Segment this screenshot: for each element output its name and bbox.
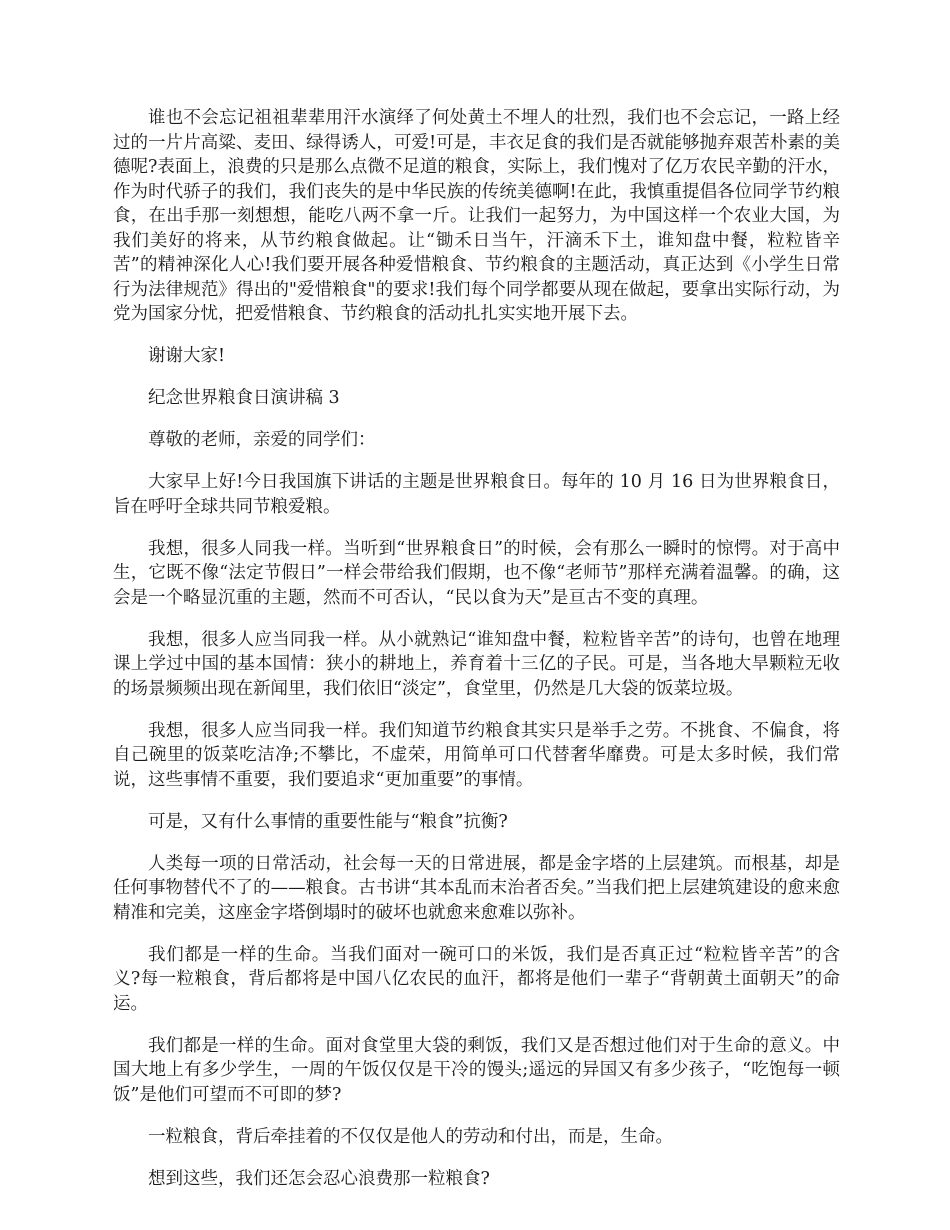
paragraph-closing: 想到这些，我们还怎会忍心浪费那一粒粮食? xyxy=(148,1168,490,1189)
paragraph-body: 可是，又有什么事情的重要性能与“粮食”抗衡? xyxy=(148,811,508,832)
paragraph-body: 我想，很多人应当同我一样。我们知道节约粮食其实只是举手之劳。不挑食、不偏食，将自己碗里的饭菜吃洁净;不攀比，不虚荣，用简单可口代替奢华靡费。可是太多时候，我们常说，这些事情不重要，我们要追求“更加重要”的事情。 xyxy=(113,720,840,790)
paragraph-conclusion: 谁也不会忘记祖祖辈辈用汗水演绎了何处黄土不埋人的壮烈，我们也不会忘记，一路上经过的一片片高粱、麦田、绿得诱人，可爱!可是，丰衣足食的我们是否就能够抛弃艰苦朴素的美德呢?表面上，浪费的只是那么点微不足道的粮食，实际上，我们愧对了亿万农民辛勤的汗水，作为时代骄子的我们，我们丧失的是中华民族的传统美德啊!在此，我慎重提倡各位同学节约粮食，在出手那一刻想想，能吃八两不拿一斤。让我们一起努力，为中国这样一个农业大国，为我们美好的将来，从节约粮食做起。让“锄禾日当午，汗滴禾下土，谁知盘中餐，粒粒皆辛苦”的精神深化人心!我们要开展各种爱惜粮食、节约粮食的主题活动，真正达到《小学生日常行为法律规范》得出的"爱惜粮食"的要求!我们每个同学都要从现在做起，要拿出实际行动，为党为国家分忧，把爱惜粮食、节约粮食的活动扎扎实实地开展下去。 xyxy=(113,108,840,324)
speech-title: 纪念世界粮食日演讲稿 3 xyxy=(148,388,340,408)
paragraph-body: 一粒粮食，背后牵挂着的不仅仅是他人的劳动和付出，而是，生命。 xyxy=(148,1126,673,1147)
paragraph-body: 人类每一项的日常活动，社会每一天的日常进展，都是金字塔的上层建筑。而根基，却是任何事物替代不了的——粮食。古书讲“其本乱而末治者否矣。”当我们把上层建筑建设的愈来愈精准和完美，这座金字塔倒塌时的破坏也就愈来愈难以弥补。 xyxy=(113,853,840,923)
paragraph-body: 我想，很多人同我一样。当听到“世界粮食日”的时候，会有那么一瞬时的惊愕。对于高中生，它既不像“法定节假日”一样会带给我们假期，也不像“老师节”那样充满着温馨。的确，这会是一个略显沉重的主题，然而不可否认，“民以食为天”是亘古不变的真理。 xyxy=(113,538,840,608)
paragraph-body: 我们都是一样的生命。当我们面对一碗可口的米饭，我们是否真正过“粒粒皆辛苦”的含义?每一粒粮食，背后都将是中国八亿农民的血汗，都将是他们一辈子“背朝黄土面朝天”的命运。 xyxy=(113,944,840,1014)
paragraph-body: 我想，很多人应当同我一样。从小就熟记“谁知盘中餐，粒粒皆辛苦”的诗句，也曾在地理课上学过中国的基本国情：狭小的耕地上，养育着十三亿的子民。可是，当各地大旱颗粒无收的场景频频出现在新闻里，我们依旧“淡定”，食堂里，仍然是几大袋的饭菜垃圾。 xyxy=(113,629,840,699)
paragraph-body: 我们都是一样的生命。面对食堂里大袋的剩饭，我们又是否想过他们对于生命的意义。中国大地上有多少学生，一周的午饭仅仅是干冷的馒头;遥远的异国又有多少孩子，“吃饱每一顿饭”是他们可望而不可即的梦? xyxy=(113,1035,840,1105)
salutation: 尊敬的老师，亲爱的同学们： xyxy=(148,430,376,450)
paragraph-thanks: 谢谢大家! xyxy=(148,346,226,366)
paragraph-intro: 大家早上好!今日我国旗下讲话的主题是世界粮食日。每年的 10 月 16 日为世界粮食日，旨在呼吁全球共同节粮爱粮。 xyxy=(113,472,840,517)
document-body xyxy=(113,106,840,1209)
